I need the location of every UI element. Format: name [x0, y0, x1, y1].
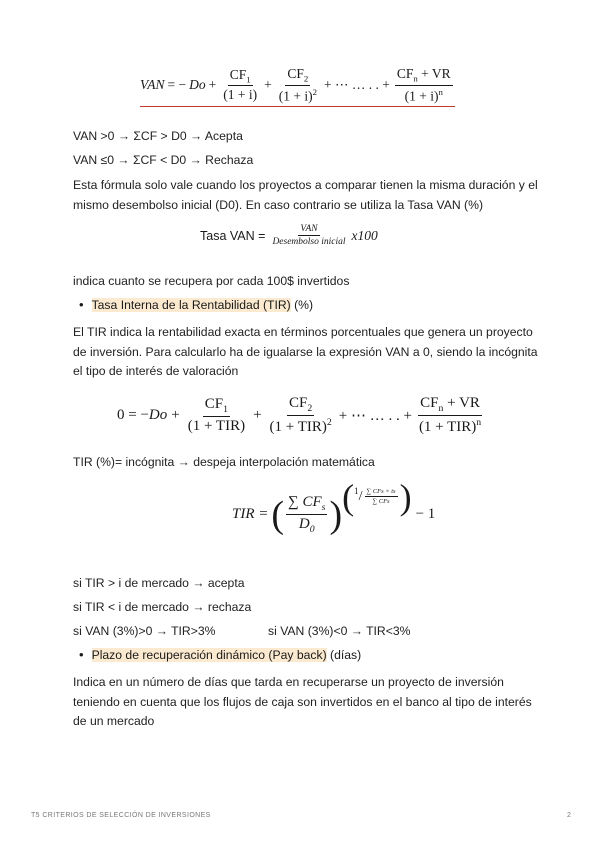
formula-tir: TIR = ( $\frac{\sum CF_s}{D_0}$ ) ( 1 / $\frac{\text{∑ CFs × ts}}{\text{∑ CFs}}$ ) − 1 [232, 476, 436, 536]
bullet-tir-label: Tasa Interna de la Rentabilidad (TIR) [91, 298, 291, 312]
page-number: 2 [567, 812, 571, 819]
formula-tir-zero: 0 = − Do + $\frac{CF_1}{\text{(1 + TIR)}}$ + $\frac{CF_2}{(1 + TIR)^2}$ + ⋯ … . . + $\frac{CF_n + VR}{(1 + TIR)^n}$ [117, 395, 482, 435]
formula-van: VAN = − Do + $\frac{CF_1}{(1 + i)}$ + $\frac{CF_2}{(1 + i)^2}$ + ⋯ … . . + $\frac{CF_n + VR}{(1 + i)^n}$ [140, 66, 455, 107]
paragraph-tasa-van: indica cuanto se recupera por cada 100$ invertidos [73, 274, 350, 288]
rule-van-3-positive: si VAN (3%)>0 → TIR>3% [73, 624, 216, 638]
rule-tir-reject: si TIR < i de mercado → rechaza [73, 600, 252, 614]
paragraph-van-scope: Esta fórmula solo vale cuando los proyectos a comparar tienen la misma duración y el mismo desembolso inicial (D0). En caso contrario se utiliza la Tasa VAN (%) [73, 178, 538, 212]
bullet-payback-label: Plazo de recuperación dinámico (Pay back) [91, 648, 327, 662]
formula-van-term1: $\frac{CF_1}{(1 + i)}$ [223, 66, 258, 103]
bullet-payback: • Plazo de recuperación dinámico (Pay back) (días) [79, 647, 362, 662]
van-positive-rule: VAN >0 → ΣCF > D0 → Acepta [73, 129, 243, 143]
formula-van-term2: $\frac{CF_2}{(1 + i)^2}$ [278, 66, 317, 104]
bullet-tir: • Tasa Interna de la Rentabilidad (TIR) (%) [79, 297, 314, 312]
formula-tasa-label: Tasa VAN = [200, 228, 266, 243]
bullet-icon: • [79, 647, 84, 662]
formula-van-lhs: VAN [140, 77, 165, 93]
tir-incognita-line: TIR (%)= incógnita → despeja interpolación matemática [73, 455, 375, 469]
van-negative-rule: VAN ≤0 → ΣCF < D0 → Rechaza [73, 153, 254, 167]
rule-tir-accept: si TIR > i de mercado → acepta [73, 576, 245, 590]
rule-van-3-negative: si VAN (3%)<0 → TIR<3% [268, 624, 411, 638]
footer-title: T5 CRITERIOS DE SELECCIÓN DE INVERSIONES [31, 812, 211, 819]
formula-tasa-van: Tasa VAN = $\frac{\text{VAN}}{\text{Desembolso inicial}}$ x100 [200, 224, 378, 247]
formula-van-termn: $\frac{CF_n + VR}{(1 + i)^n}$ [396, 66, 451, 104]
bullet-icon: • [79, 297, 84, 312]
paragraph-payback: Indica en un número de días que tarda en recuperarse un proyecto de inversión teniendo en cuenta que los flujos de caja son invertidos en el banco al tipo de interés de un mercado [73, 675, 532, 728]
paragraph-tir: El TIR indica la rentabilidad exacta en términos porcentuales que genera un proyecto de inversión. Para calcularlo ha de igualarse la expresión VAN a 0, siendo la incógnita el tipo de interés de valoración [73, 325, 538, 378]
